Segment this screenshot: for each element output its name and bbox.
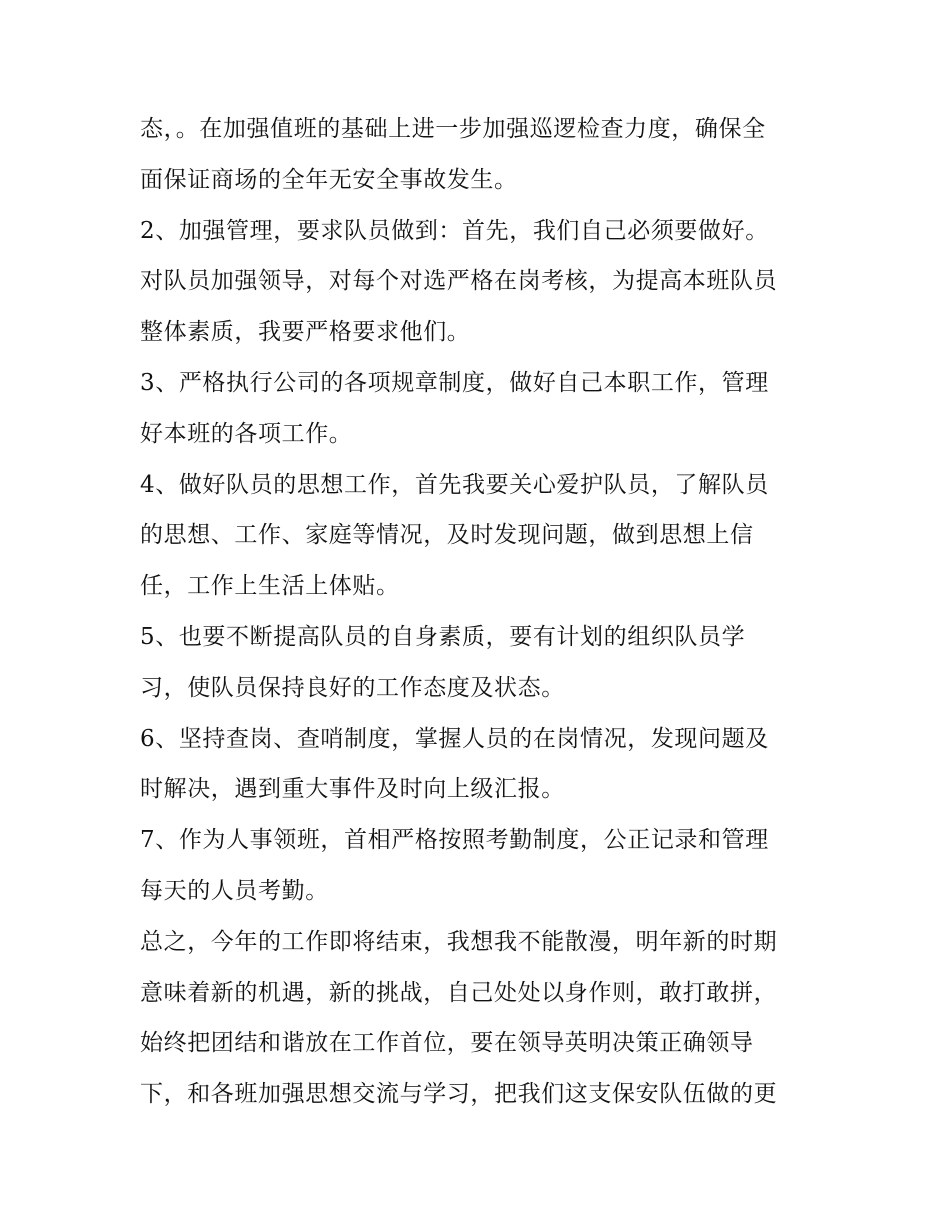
text-line: 3、严格执行公司的各项规章制度，做好自己本职工作，管理 [140, 369, 769, 396]
text-line: 面保证商场的全年无安全事故发生。 [140, 166, 518, 193]
document-body [140, 104, 830, 1120]
text-line: 5、也要不断提高队员的自身素质，要有计划的组织队员学 [140, 623, 746, 650]
text-line: 6、坚持查岗、查哨制度，掌握人员的在岗情况，发现问题及 [140, 725, 769, 752]
text-line: 习，使队员保持良好的工作态度及状态。 [140, 674, 565, 701]
text-line: 任，工作上生活上体贴。 [140, 573, 400, 600]
text-line: 总之，今年的工作即将结束，我想我不能散漫，明年新的时期 [140, 928, 778, 955]
text-line: 对队员加强领导，对每个对选严格在岗考核，为提高本班队员 [140, 268, 778, 295]
text-line: 的思想、工作、家庭等情况，及时发现问题，做到思想上信 [140, 522, 754, 549]
text-line: 意味着新的机遇，新的挑战，自己处处以身作则，敢打敢拼， [140, 979, 778, 1006]
text-line: 每天的人员考勤。 [140, 877, 329, 904]
text-line: 时解决，遇到重大事件及时向上级汇报。 [140, 776, 565, 803]
text-line: 下，和各班加强思想交流与学习，把我们这支保安队伍做的更 [140, 1081, 778, 1108]
text-line: 态，。在加强值班的基础上进一步加强巡逻检查力度，确保全 [140, 116, 766, 142]
text-line: 2、加强管理，要求队员做到：首先，我们自己必须要做好。 [140, 217, 769, 244]
text-line: 始终把团结和谐放在工作首位，要在领导英明决策正确领导 [140, 1030, 754, 1057]
text-line: 整体素质，我要严格要求他们。 [140, 319, 471, 346]
text-line: 好本班的各项工作。 [140, 420, 353, 447]
text-line: 7、作为人事领班，首相严格按照考勤制度，公正记录和管理 [140, 827, 769, 854]
text-line: 4、做好队员的思想工作，首先我要关心爱护队员，了解队员 [140, 471, 769, 498]
